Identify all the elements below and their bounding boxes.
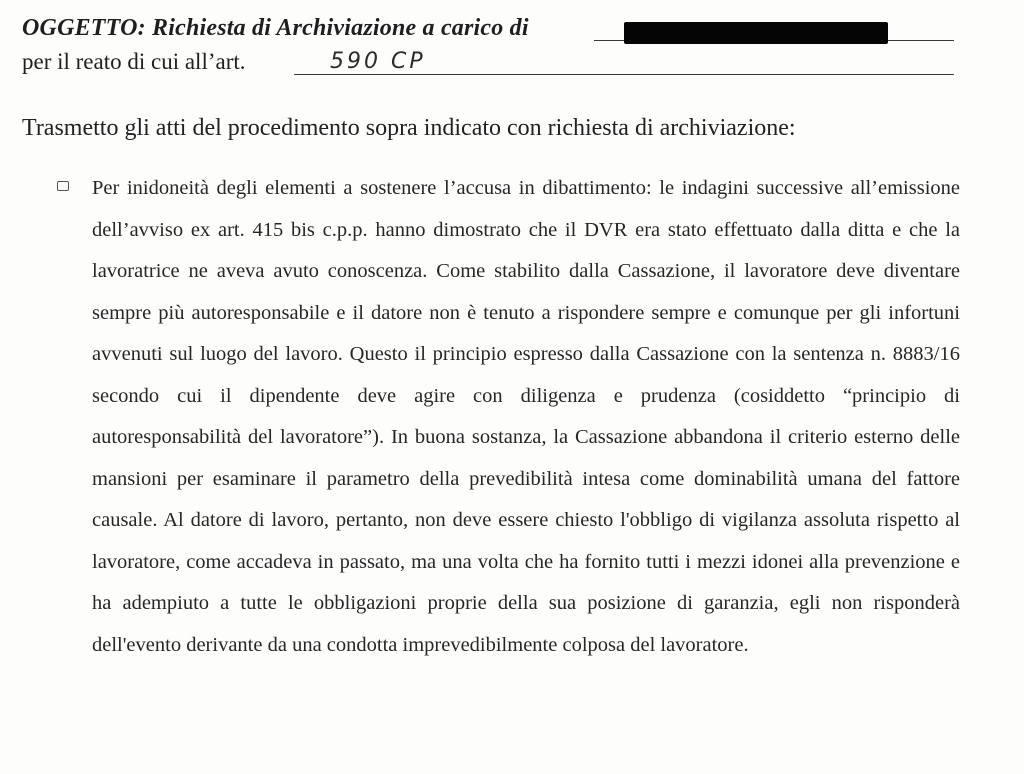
redaction-bar xyxy=(624,22,888,44)
body-paragraph: Per inidoneità degli elementi a sostenere l’accusa in dibattimento: le indagini successive all’emissione dell’avviso ex art. 415 bis c.p.p. hanno dimostrato che il DVR era stato effettuato dalla ditta e che la lavoratrice ne aveva avuto conoscenza. Come stabilito dalla Cassazione, il lavoratore deve diventare sempre più autoresponsabile e il datore non è tenuto a rispondere sempre e comunque per gli infortuni avvenuti sul luogo del lavoro. Questo il principio espresso dalla Cassazione con la sentenza n. 8883/16 secondo cui il dipendente deve agire con diligenza e prudenza (cosiddetto “principio di autoresponsabilità del lavoratore”). In buona sostanza, la Cassazione abbandona il criterio esterno delle mansioni per esaminare il parametro della prevedibilità intesa come dominabilità umana del fattore causale. Al datore di lavoro, pertanto, non deve essere chiesto l'obbligo di vigilanza assoluta rispetto al lavoratore, come accadeva in passato, ma una volta che ha fornito tutti i mezzi idonei alla prevenzione e ha adempiuto a tutte le obbligazioni proprie della sua posizione di garanzia, egli non risponderà dell'evento derivante da una condotta imprevedibilmente colposa del lavoratore. xyxy=(92,177,960,656)
handwritten-article: 590 CP xyxy=(330,49,426,74)
intro-text: Trasmetto gli atti del procedimento sopra indicato con richiesta di archiviazione: xyxy=(22,115,796,141)
reato-line xyxy=(22,44,962,80)
subject-line xyxy=(22,10,962,46)
checkbox-icon xyxy=(57,181,69,191)
reato-prefix: per il reato di cui all’art. xyxy=(22,49,246,74)
subject-heading: OGGETTO: Richiesta di Archiviazione a carico di xyxy=(22,15,529,41)
